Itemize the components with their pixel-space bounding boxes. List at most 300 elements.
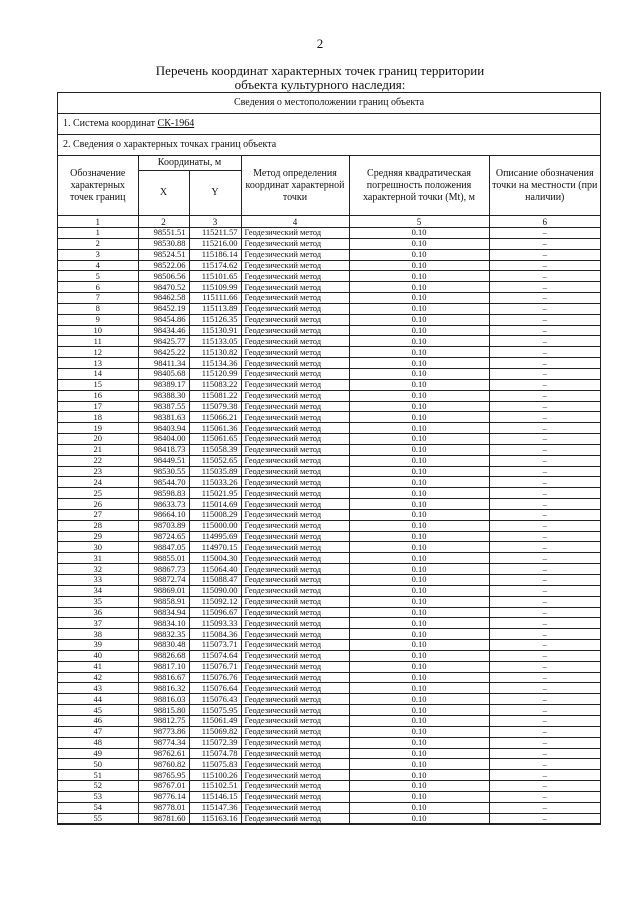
method-cell: Геодезический метод <box>241 423 349 434</box>
coord-y-cell: 115120.99 <box>189 368 241 379</box>
coord-y-cell: 114970.15 <box>189 542 241 553</box>
section-header: Сведения о местоположении границ объекта <box>58 93 600 114</box>
description-cell: – <box>489 477 600 488</box>
column-number: 3 <box>189 216 241 228</box>
coord-y-cell: 115174.62 <box>189 260 241 271</box>
description-cell: – <box>489 271 600 282</box>
coord-y-cell: 115076.76 <box>189 672 241 683</box>
table-row <box>58 477 600 488</box>
coord-x-cell: 98773.86 <box>138 726 189 737</box>
accuracy-cell: 0.10 <box>349 520 489 531</box>
method-cell: Геодезический метод <box>241 607 349 618</box>
description-cell: – <box>489 379 600 390</box>
accuracy-cell: 0.10 <box>349 347 489 358</box>
coord-x-cell: 98858.91 <box>138 596 189 607</box>
table-row <box>58 791 600 802</box>
table-row <box>58 629 600 640</box>
coord-x-cell: 98452.19 <box>138 303 189 314</box>
point-number-cell: 31 <box>58 553 138 564</box>
method-cell: Геодезический метод <box>241 379 349 390</box>
coord-x-cell: 98834.10 <box>138 618 189 629</box>
coord-x-cell: 98776.14 <box>138 791 189 802</box>
description-cell: – <box>489 770 600 781</box>
point-number-cell: 21 <box>58 444 138 455</box>
table-row <box>58 553 600 564</box>
coord-y-cell: 115064.40 <box>189 564 241 575</box>
accuracy-cell: 0.10 <box>349 303 489 314</box>
coord-x-cell: 98506.56 <box>138 271 189 282</box>
coord-y-cell: 115093.33 <box>189 618 241 629</box>
description-cell: – <box>489 466 600 477</box>
accuracy-cell: 0.10 <box>349 737 489 748</box>
header-accuracy: Средняя квадратическая погрешность положения характерной точки (Mt), м <box>349 156 489 216</box>
table-row <box>58 401 600 412</box>
coord-y-cell: 115130.91 <box>189 325 241 336</box>
coord-y-cell: 115014.69 <box>189 499 241 510</box>
coord-x-cell: 98598.83 <box>138 488 189 499</box>
accuracy-cell: 0.10 <box>349 466 489 477</box>
method-cell: Геодезический метод <box>241 271 349 282</box>
coord-x-cell: 98760.82 <box>138 759 189 770</box>
coord-y-cell: 115092.12 <box>189 596 241 607</box>
table-row <box>58 726 600 737</box>
coord-y-cell: 115109.99 <box>189 282 241 293</box>
point-number-cell: 22 <box>58 455 138 466</box>
coord-x-cell: 98449.51 <box>138 455 189 466</box>
method-cell: Геодезический метод <box>241 629 349 640</box>
point-number-cell: 45 <box>58 705 138 716</box>
point-number-cell: 32 <box>58 564 138 575</box>
point-number-cell: 41 <box>58 661 138 672</box>
description-cell: – <box>489 499 600 510</box>
table-row <box>58 368 600 379</box>
description-cell: – <box>489 238 600 249</box>
coord-x-cell: 98411.34 <box>138 358 189 369</box>
description-cell: – <box>489 748 600 759</box>
description-cell: – <box>489 368 600 379</box>
table-row <box>58 802 600 813</box>
coord-y-cell: 115101.65 <box>189 271 241 282</box>
coord-x-cell: 98815.80 <box>138 705 189 716</box>
table-row <box>58 358 600 369</box>
method-cell: Геодезический метод <box>241 650 349 661</box>
point-number-cell: 54 <box>58 802 138 813</box>
accuracy-cell: 0.10 <box>349 607 489 618</box>
description-cell: – <box>489 314 600 325</box>
method-cell: Геодезический метод <box>241 509 349 520</box>
point-number-cell: 5 <box>58 271 138 282</box>
description-cell: – <box>489 358 600 369</box>
coord-y-cell: 115102.51 <box>189 781 241 792</box>
method-cell: Геодезический метод <box>241 455 349 466</box>
coord-x-cell: 98812.75 <box>138 715 189 726</box>
coord-y-cell: 115083.22 <box>189 379 241 390</box>
point-number-cell: 9 <box>58 314 138 325</box>
description-cell: – <box>489 564 600 575</box>
description-cell: – <box>489 618 600 629</box>
table-row <box>58 444 600 455</box>
point-number-cell: 43 <box>58 683 138 694</box>
accuracy-cell: 0.10 <box>349 434 489 445</box>
table-row <box>58 336 600 347</box>
coord-x-cell: 98781.60 <box>138 813 189 824</box>
accuracy-cell: 0.10 <box>349 726 489 737</box>
column-number: 1 <box>58 216 138 228</box>
column-number: 6 <box>489 216 600 228</box>
description-cell: – <box>489 401 600 412</box>
accuracy-cell: 0.10 <box>349 770 489 781</box>
method-cell: Геодезический метод <box>241 596 349 607</box>
description-cell: – <box>489 303 600 314</box>
description-cell: – <box>489 781 600 792</box>
accuracy-cell: 0.10 <box>349 618 489 629</box>
method-cell: Геодезический метод <box>241 390 349 401</box>
coord-x-cell: 98454.86 <box>138 314 189 325</box>
method-cell: Геодезический метод <box>241 813 349 824</box>
method-cell: Геодезический метод <box>241 249 349 260</box>
points-table <box>58 156 600 824</box>
coord-y-cell: 115061.49 <box>189 715 241 726</box>
coord-y-cell: 115134.36 <box>189 358 241 369</box>
accuracy-cell: 0.10 <box>349 683 489 694</box>
table-row <box>58 715 600 726</box>
point-number-cell: 27 <box>58 509 138 520</box>
method-cell: Геодезический метод <box>241 640 349 651</box>
method-cell: Геодезический метод <box>241 228 349 239</box>
accuracy-cell: 0.10 <box>349 564 489 575</box>
coord-y-cell: 115004.30 <box>189 553 241 564</box>
description-cell: – <box>489 607 600 618</box>
coord-y-cell: 115066.21 <box>189 412 241 423</box>
coord-x-cell: 98703.89 <box>138 520 189 531</box>
point-number-cell: 48 <box>58 737 138 748</box>
coord-x-cell: 98387.55 <box>138 401 189 412</box>
accuracy-cell: 0.10 <box>349 748 489 759</box>
table-row <box>58 596 600 607</box>
table-row <box>58 347 600 358</box>
table-row <box>58 271 600 282</box>
description-cell: – <box>489 347 600 358</box>
coord-y-cell: 115076.71 <box>189 661 241 672</box>
point-number-cell: 36 <box>58 607 138 618</box>
coord-y-cell: 115061.36 <box>189 423 241 434</box>
point-number-cell: 6 <box>58 282 138 293</box>
description-cell: – <box>489 596 600 607</box>
point-number-cell: 24 <box>58 477 138 488</box>
description-cell: – <box>489 575 600 586</box>
header-coordinates: Координаты, м <box>138 156 241 171</box>
header-method: Метод определения координат характерной точки <box>241 156 349 216</box>
coord-x-cell: 98869.01 <box>138 585 189 596</box>
coord-y-cell: 115033.26 <box>189 477 241 488</box>
coord-y-cell: 115081.22 <box>189 390 241 401</box>
method-cell: Геодезический метод <box>241 737 349 748</box>
description-cell: – <box>489 640 600 651</box>
description-cell: – <box>489 412 600 423</box>
coord-x-cell: 98434.46 <box>138 325 189 336</box>
table-row <box>58 650 600 661</box>
table-row <box>58 618 600 629</box>
table-row <box>58 390 600 401</box>
description-cell: – <box>489 650 600 661</box>
table-row <box>58 640 600 651</box>
point-number-cell: 20 <box>58 434 138 445</box>
point-number-cell: 26 <box>58 499 138 510</box>
accuracy-cell: 0.10 <box>349 791 489 802</box>
accuracy-cell: 0.10 <box>349 672 489 683</box>
method-cell: Геодезический метод <box>241 770 349 781</box>
description-cell: – <box>489 629 600 640</box>
table-row <box>58 705 600 716</box>
title-line-2: объекта культурного наследия: <box>234 77 406 92</box>
point-number-cell: 39 <box>58 640 138 651</box>
table-row <box>58 488 600 499</box>
header-designation: Обозначение характерных точек границ <box>58 156 138 216</box>
coord-y-cell: 115076.43 <box>189 694 241 705</box>
accuracy-cell: 0.10 <box>349 444 489 455</box>
coord-y-cell: 115133.05 <box>189 336 241 347</box>
accuracy-cell: 0.10 <box>349 694 489 705</box>
accuracy-cell: 0.10 <box>349 314 489 325</box>
point-number-cell: 14 <box>58 368 138 379</box>
method-cell: Геодезический метод <box>241 260 349 271</box>
coord-x-cell: 98530.55 <box>138 466 189 477</box>
accuracy-cell: 0.10 <box>349 759 489 770</box>
point-number-cell: 51 <box>58 770 138 781</box>
accuracy-cell: 0.10 <box>349 477 489 488</box>
coord-y-cell: 115069.82 <box>189 726 241 737</box>
accuracy-cell: 0.10 <box>349 455 489 466</box>
description-cell: – <box>489 791 600 802</box>
description-cell: – <box>489 488 600 499</box>
table-row <box>58 412 600 423</box>
table-row <box>58 249 600 260</box>
table-row <box>58 282 600 293</box>
coord-y-cell: 115211.57 <box>189 228 241 239</box>
coord-x-cell: 98816.03 <box>138 694 189 705</box>
method-cell: Геодезический метод <box>241 499 349 510</box>
description-cell: – <box>489 509 600 520</box>
description-cell: – <box>489 759 600 770</box>
description-cell: – <box>489 336 600 347</box>
accuracy-cell: 0.10 <box>349 509 489 520</box>
coord-x-cell: 98403.94 <box>138 423 189 434</box>
table-row <box>58 260 600 271</box>
coord-x-cell: 98826.68 <box>138 650 189 661</box>
table-row <box>58 672 600 683</box>
method-cell: Геодезический метод <box>241 336 349 347</box>
accuracy-cell: 0.10 <box>349 629 489 640</box>
point-number-cell: 50 <box>58 759 138 770</box>
accuracy-cell: 0.10 <box>349 813 489 824</box>
point-number-cell: 15 <box>58 379 138 390</box>
method-cell: Геодезический метод <box>241 705 349 716</box>
coord-x-cell: 98405.68 <box>138 368 189 379</box>
description-cell: – <box>489 531 600 542</box>
table-row <box>58 466 600 477</box>
accuracy-cell: 0.10 <box>349 401 489 412</box>
point-number-cell: 55 <box>58 813 138 824</box>
point-number-cell: 28 <box>58 520 138 531</box>
point-number-cell: 17 <box>58 401 138 412</box>
table-row <box>58 455 600 466</box>
description-cell: – <box>489 282 600 293</box>
accuracy-cell: 0.10 <box>349 596 489 607</box>
coord-x-cell: 98388.30 <box>138 390 189 401</box>
point-number-cell: 2 <box>58 238 138 249</box>
coord-x-cell: 98524.51 <box>138 249 189 260</box>
coord-y-cell: 115008.29 <box>189 509 241 520</box>
description-cell: – <box>489 520 600 531</box>
method-cell: Геодезический метод <box>241 314 349 325</box>
accuracy-cell: 0.10 <box>349 499 489 510</box>
coord-x-cell: 98778.01 <box>138 802 189 813</box>
accuracy-cell: 0.10 <box>349 379 489 390</box>
accuracy-cell: 0.10 <box>349 542 489 553</box>
accuracy-cell: 0.10 <box>349 249 489 260</box>
method-cell: Геодезический метод <box>241 618 349 629</box>
coord-x-cell: 98872.74 <box>138 575 189 586</box>
description-cell: – <box>489 726 600 737</box>
coord-y-cell: 115074.64 <box>189 650 241 661</box>
coord-x-cell: 98834.94 <box>138 607 189 618</box>
description-cell: – <box>489 390 600 401</box>
method-cell: Геодезический метод <box>241 303 349 314</box>
method-cell: Геодезический метод <box>241 282 349 293</box>
point-number-cell: 38 <box>58 629 138 640</box>
method-cell: Геодезический метод <box>241 325 349 336</box>
coord-y-cell: 114995.69 <box>189 531 241 542</box>
coord-y-cell: 115061.65 <box>189 434 241 445</box>
table-row <box>58 520 600 531</box>
point-number-cell: 33 <box>58 575 138 586</box>
table-row <box>58 748 600 759</box>
header-description: Описание обозначения точки на местности (при наличии) <box>489 156 600 216</box>
table-row <box>58 683 600 694</box>
coord-x-cell: 98425.77 <box>138 336 189 347</box>
point-number-cell: 46 <box>58 715 138 726</box>
coord-y-cell: 115111.66 <box>189 293 241 304</box>
coord-y-cell: 115146.15 <box>189 791 241 802</box>
table-row <box>58 314 600 325</box>
method-cell: Геодезический метод <box>241 444 349 455</box>
method-cell: Геодезический метод <box>241 748 349 759</box>
coord-x-cell: 98664.10 <box>138 509 189 520</box>
point-number-cell: 18 <box>58 412 138 423</box>
accuracy-cell: 0.10 <box>349 575 489 586</box>
point-number-cell: 7 <box>58 293 138 304</box>
accuracy-cell: 0.10 <box>349 260 489 271</box>
method-cell: Геодезический метод <box>241 542 349 553</box>
description-cell: – <box>489 802 600 813</box>
table-row <box>58 303 600 314</box>
coord-x-cell: 98767.01 <box>138 781 189 792</box>
accuracy-cell: 0.10 <box>349 293 489 304</box>
coord-system-prefix: 1. Система координат <box>63 118 156 129</box>
coord-x-cell: 98551.51 <box>138 228 189 239</box>
coord-x-cell: 98816.67 <box>138 672 189 683</box>
title-line-1: Перечень координат характерных точек границ территории <box>155 63 485 78</box>
description-cell: – <box>489 455 600 466</box>
table-row <box>58 325 600 336</box>
column-number: 2 <box>138 216 189 228</box>
method-cell: Геодезический метод <box>241 412 349 423</box>
coord-y-cell: 115216.00 <box>189 238 241 249</box>
coord-y-cell: 115073.71 <box>189 640 241 651</box>
description-cell: – <box>489 434 600 445</box>
point-number-cell: 12 <box>58 347 138 358</box>
accuracy-cell: 0.10 <box>349 715 489 726</box>
coord-x-cell: 98389.17 <box>138 379 189 390</box>
point-number-cell: 42 <box>58 672 138 683</box>
point-number-cell: 29 <box>58 531 138 542</box>
table-row <box>58 509 600 520</box>
point-number-cell: 49 <box>58 748 138 759</box>
description-cell: – <box>489 672 600 683</box>
method-cell: Геодезический метод <box>241 401 349 412</box>
point-number-cell: 37 <box>58 618 138 629</box>
coord-x-cell: 98817.10 <box>138 661 189 672</box>
description-cell: – <box>489 260 600 271</box>
accuracy-cell: 0.10 <box>349 228 489 239</box>
point-number-cell: 1 <box>58 228 138 239</box>
accuracy-cell: 0.10 <box>349 781 489 792</box>
table-row <box>58 759 600 770</box>
table-row <box>58 575 600 586</box>
coord-y-cell: 115100.26 <box>189 770 241 781</box>
accuracy-cell: 0.10 <box>349 423 489 434</box>
coord-x-cell: 98816.32 <box>138 683 189 694</box>
coord-x-cell: 98425.22 <box>138 347 189 358</box>
point-number-cell: 10 <box>58 325 138 336</box>
coord-y-cell: 115186.14 <box>189 249 241 260</box>
coord-y-cell: 115075.95 <box>189 705 241 716</box>
method-cell: Геодезический метод <box>241 672 349 683</box>
table-row <box>58 379 600 390</box>
method-cell: Геодезический метод <box>241 520 349 531</box>
coord-x-cell: 98832.35 <box>138 629 189 640</box>
header-y: Y <box>189 171 241 216</box>
method-cell: Геодезический метод <box>241 238 349 249</box>
method-cell: Геодезический метод <box>241 531 349 542</box>
page-number: 2 <box>316 36 324 51</box>
column-number: 4 <box>241 216 349 228</box>
coord-x-cell: 98381.63 <box>138 412 189 423</box>
method-cell: Геодезический метод <box>241 791 349 802</box>
coord-y-cell: 115113.89 <box>189 303 241 314</box>
document-title <box>120 64 520 92</box>
method-cell: Геодезический метод <box>241 661 349 672</box>
point-number-cell: 40 <box>58 650 138 661</box>
coord-y-cell: 115076.64 <box>189 683 241 694</box>
coord-y-cell: 115079.38 <box>189 401 241 412</box>
accuracy-cell: 0.10 <box>349 412 489 423</box>
point-number-cell: 13 <box>58 358 138 369</box>
description-cell: – <box>489 553 600 564</box>
description-cell: – <box>489 293 600 304</box>
point-number-cell: 3 <box>58 249 138 260</box>
coord-y-cell: 115090.00 <box>189 585 241 596</box>
accuracy-cell: 0.10 <box>349 390 489 401</box>
coord-y-cell: 115035.89 <box>189 466 241 477</box>
method-cell: Геодезический метод <box>241 466 349 477</box>
point-number-cell: 8 <box>58 303 138 314</box>
table-row <box>58 694 600 705</box>
method-cell: Геодезический метод <box>241 368 349 379</box>
coord-x-cell: 98418.73 <box>138 444 189 455</box>
coord-y-cell: 115052.65 <box>189 455 241 466</box>
table-row <box>58 813 600 824</box>
